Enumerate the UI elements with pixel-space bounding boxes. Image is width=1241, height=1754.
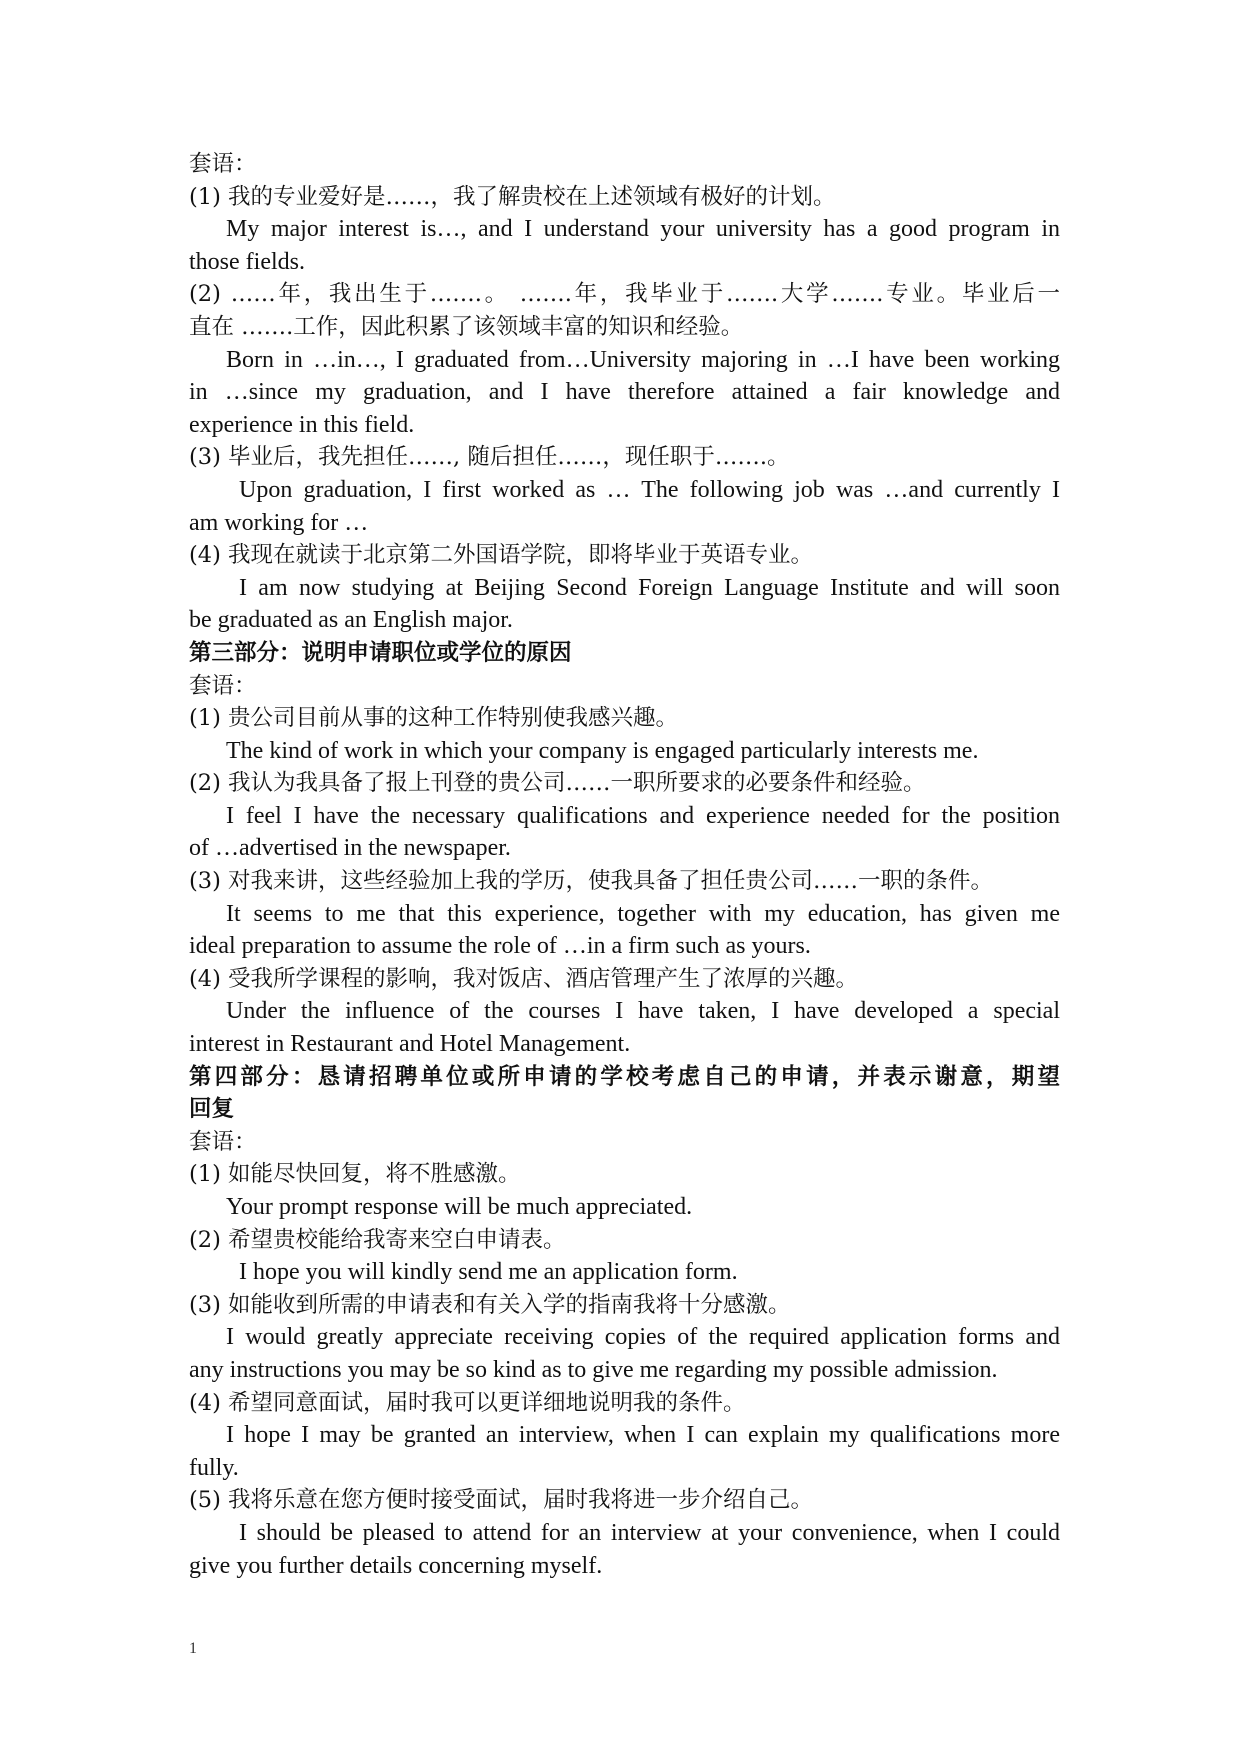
text-line: fully. xyxy=(189,1454,239,1481)
text-line: (1) 贵公司目前从事的这种工作特别使我感兴趣。 xyxy=(189,705,679,732)
text-line: Your prompt response will be much appreciated. xyxy=(226,1194,693,1220)
text-line: I should be pleased to attend for an interview at your convenience, when I could xyxy=(239,1519,1060,1546)
section-heading: 第三部分：说明申请职位或学位的原因 xyxy=(189,639,572,666)
text-line: 套语： xyxy=(189,672,257,699)
text-line: (2) 希望贵校能给我寄来空白申请表。 xyxy=(189,1226,566,1253)
text-line: (3) 如能收到所需的申请表和有关入学的指南我将十分感激。 xyxy=(189,1291,791,1318)
text-line: give you further details concerning myself. xyxy=(189,1552,603,1579)
text-line: I am now studying at Beijing Second Foreign Language Institute and will soon xyxy=(239,574,1060,601)
text-line: (2) ……年，我出生于…….。 …….年，我毕业于…….大学…….专业。毕业后一 xyxy=(189,281,1060,308)
text-line: I hope you will kindly send me an application form. xyxy=(239,1259,738,1286)
text-line: (4) 我现在就读于北京第二外国语学院，即将毕业于英语专业。 xyxy=(189,542,814,569)
text-line: Under the influence of the courses I have taken, I have developed a special xyxy=(226,998,1060,1025)
text-line: (4) 希望同意面试，届时我可以更详细地说明我的条件。 xyxy=(189,1389,746,1416)
text-line: Upon graduation, I first worked as … The following job was …and currently I xyxy=(239,476,1060,503)
text-line: (1) 我的专业爱好是……，我了解贵校在上述领域有极好的计划。 xyxy=(189,183,836,210)
text-line: (1) 如能尽快回复，将不胜感激。 xyxy=(189,1161,521,1188)
text-line: I feel I have the necessary qualifications and experience needed for the position xyxy=(226,802,1060,829)
text-line: I would greatly appreciate receiving copies of the required application forms and xyxy=(226,1324,1060,1351)
text-line: 套语： xyxy=(189,1128,257,1155)
text-line: interest in Restaurant and Hotel Management. xyxy=(189,1031,631,1058)
text-line: (2) 我认为我具备了报上刊登的贵公司……一职所要求的必要条件和经验。 xyxy=(189,770,926,797)
document-body xyxy=(189,148,1060,1582)
text-line: in …since my graduation, and I have therefore attained a fair knowledge and xyxy=(189,379,1060,406)
text-line: (4) 受我所学课程的影响，我对饭店、酒店管理产生了浓厚的兴趣。 xyxy=(189,965,859,992)
text-line: those fields. xyxy=(189,248,305,275)
page-number: 1 xyxy=(189,1640,197,1657)
section-heading: 回复 xyxy=(189,1096,235,1123)
text-line: (5) 我将乐意在您方便时接受面试，届时我将进一步介绍自己。 xyxy=(189,1487,814,1514)
text-line: (3) 毕业后，我先担任……, 随后担任……，现任职于…….。 xyxy=(189,444,790,471)
document-page xyxy=(189,148,1060,1582)
section-heading: 第四部分：恳请招聘单位或所申请的学校考虑自己的申请，并表示谢意，期望 xyxy=(189,1063,1060,1090)
text-line: The kind of work in which your company is engaged particularly interests me. xyxy=(226,737,979,764)
text-line: of …advertised in the newspaper. xyxy=(189,835,511,862)
text-line: Born in …in…, I graduated from…University majoring in …I have been working xyxy=(226,346,1060,373)
text-line: 套语： xyxy=(189,151,257,177)
text-line: I hope I may be granted an interview, when I can explain my qualifications more xyxy=(226,1422,1060,1449)
text-line: My major interest is…, and I understand your university has a good program in xyxy=(226,216,1060,243)
text-line: 直在 …….工作，因此积累了该领域丰富的知识和经验。 xyxy=(189,313,744,340)
text-line: experience in this field. xyxy=(189,411,415,438)
text-line: It seems to me that this experience, together with my education, has given me xyxy=(226,900,1060,927)
text-line: (3) 对我来讲，这些经验加上我的学历，使我具备了担任贵公司……一职的条件。 xyxy=(189,868,994,895)
text-line: ideal preparation to assume the role of …in a firm such as yours. xyxy=(189,933,811,960)
text-line: be graduated as an English major. xyxy=(189,607,513,634)
text-line: any instructions you may be so kind as to give me regarding my possible admission. xyxy=(189,1356,998,1383)
text-line: am working for … xyxy=(189,509,369,536)
